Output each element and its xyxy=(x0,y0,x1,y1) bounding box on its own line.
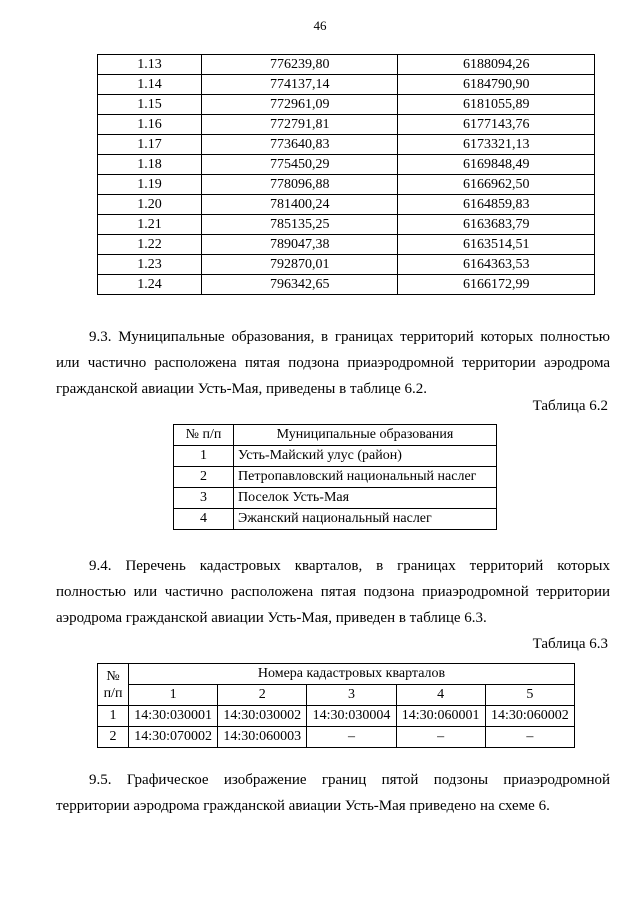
table-row xyxy=(98,235,595,255)
point-number: 1.22 xyxy=(98,235,202,255)
subheader-column: 1 xyxy=(129,685,218,706)
coord-x: 781400,24 xyxy=(202,195,398,215)
coord-y: 6169848,49 xyxy=(398,155,595,175)
subheader-column: 2 xyxy=(218,685,307,706)
cadastral-number: 14:30:070002 xyxy=(129,727,218,748)
municipality-name: Эжанский национальный наслег xyxy=(234,509,497,530)
table-header-row xyxy=(98,664,575,685)
coord-y: 6173321,13 xyxy=(398,135,595,155)
coord-y: 6188094,26 xyxy=(398,55,595,75)
paragraph-9-3 xyxy=(56,324,610,402)
point-number: 1.14 xyxy=(98,75,202,95)
row-number: 1 xyxy=(174,446,234,467)
point-number: 1.15 xyxy=(98,95,202,115)
paragraph-line: полностью или частично расположена пятая подзона приаэродромной территории xyxy=(56,584,610,600)
table-row xyxy=(98,75,595,95)
cadastral-number: 14:30:030001 xyxy=(129,706,218,727)
table-row xyxy=(98,115,595,135)
paragraph-line: территории аэродрома гражданской авиации Усть-Мая приведено на схеме 6. xyxy=(56,798,550,814)
cadastral-number: 14:30:030002 xyxy=(218,706,307,727)
row-number: 2 xyxy=(98,727,129,748)
point-number: 1.19 xyxy=(98,175,202,195)
table-row xyxy=(98,55,595,75)
municipality-name: Поселок Усть-Мая xyxy=(234,488,497,509)
point-number: 1.13 xyxy=(98,55,202,75)
header-number-bottom: п/п xyxy=(103,685,123,701)
table-header-row xyxy=(174,425,497,446)
coord-y: 6166172,99 xyxy=(398,275,595,295)
point-number: 1.18 xyxy=(98,155,202,175)
table-row xyxy=(98,95,595,115)
coord-x: 789047,38 xyxy=(202,235,398,255)
coord-y: 6184790,90 xyxy=(398,75,595,95)
coord-y: 6166962,50 xyxy=(398,175,595,195)
table-row xyxy=(174,488,497,509)
coord-y: 6177143,76 xyxy=(398,115,595,135)
coord-y: 6163514,51 xyxy=(398,235,595,255)
cadastral-number: 14:30:060001 xyxy=(396,706,485,727)
cadastral-number: 14:30:060003 xyxy=(218,727,307,748)
table-row xyxy=(98,135,595,155)
point-number: 1.23 xyxy=(98,255,202,275)
empty-dash: – xyxy=(396,727,485,748)
header-number xyxy=(98,664,129,706)
municipality-name: Усть-Майский улус (район) xyxy=(234,446,497,467)
header-municipality: Муниципальные образования xyxy=(234,425,497,446)
subheader-column: 5 xyxy=(485,685,574,706)
table-6-3-caption: Таблица 6.3 xyxy=(532,636,608,652)
subheader-column: 3 xyxy=(307,685,396,706)
table-subheader-row xyxy=(98,685,575,706)
table-row xyxy=(98,727,575,748)
coord-x: 774137,14 xyxy=(202,75,398,95)
table-row xyxy=(98,215,595,235)
paragraph-line: гражданской авиации Усть-Мая, приведены в таблице 6.2. xyxy=(56,381,428,397)
coord-x: 773640,83 xyxy=(202,135,398,155)
coord-x: 792870,01 xyxy=(202,255,398,275)
table-row xyxy=(98,175,595,195)
coord-y: 6164859,83 xyxy=(398,195,595,215)
paragraph-line: 9.3. Муниципальные образования, в границах территорий которых полностью xyxy=(89,329,610,345)
point-number: 1.24 xyxy=(98,275,202,295)
coord-x: 778096,88 xyxy=(202,175,398,195)
table-row xyxy=(98,155,595,175)
table-row xyxy=(174,509,497,530)
paragraph-line: аэродрома гражданской авиации Усть-Мая, приведен в таблице 6.3. xyxy=(56,610,487,626)
coord-x: 796342,65 xyxy=(202,275,398,295)
row-number: 1 xyxy=(98,706,129,727)
paragraph-9-4 xyxy=(56,553,610,631)
cadastral-number: 14:30:060002 xyxy=(485,706,574,727)
table-row xyxy=(98,195,595,215)
table-row xyxy=(174,467,497,488)
table-row xyxy=(174,446,497,467)
header-number-top: № xyxy=(106,668,120,684)
coord-x: 785135,25 xyxy=(202,215,398,235)
coord-x: 775450,29 xyxy=(202,155,398,175)
empty-dash: – xyxy=(485,727,574,748)
paragraph-line: 9.4. Перечень кадастровых кварталов, в границах территорий которых xyxy=(89,558,610,574)
header-number: № п/п xyxy=(174,425,234,446)
paragraph-9-5 xyxy=(56,767,610,819)
header-cadastral-numbers: Номера кадастровых кварталов xyxy=(129,664,575,685)
row-number: 2 xyxy=(174,467,234,488)
coordinates-table xyxy=(97,54,595,295)
table-row xyxy=(98,255,595,275)
coord-x: 776239,80 xyxy=(202,55,398,75)
row-number: 3 xyxy=(174,488,234,509)
paragraph-line: или частично расположена пятая подзона приаэродромной территории аэродрома xyxy=(56,355,610,371)
table-row xyxy=(98,275,595,295)
page-number: 46 xyxy=(313,18,327,33)
coord-x: 772791,81 xyxy=(202,115,398,135)
point-number: 1.17 xyxy=(98,135,202,155)
empty-dash: – xyxy=(307,727,396,748)
point-number: 1.20 xyxy=(98,195,202,215)
municipality-name: Петропавловский национальный наслег xyxy=(234,467,497,488)
row-number: 4 xyxy=(174,509,234,530)
point-number: 1.21 xyxy=(98,215,202,235)
subheader-column: 4 xyxy=(396,685,485,706)
table-6-2-caption: Таблица 6.2 xyxy=(532,398,608,414)
paragraph-line: 9.5. Графическое изображение границ пятой подзоны приаэродромной xyxy=(89,772,610,788)
coord-y: 6164363,53 xyxy=(398,255,595,275)
municipalities-table xyxy=(173,424,497,530)
point-number: 1.16 xyxy=(98,115,202,135)
cadastral-quarters-table xyxy=(97,663,575,748)
coord-y: 6181055,89 xyxy=(398,95,595,115)
coord-y: 6163683,79 xyxy=(398,215,595,235)
cadastral-number: 14:30:030004 xyxy=(307,706,396,727)
table-row xyxy=(98,706,575,727)
coord-x: 772961,09 xyxy=(202,95,398,115)
